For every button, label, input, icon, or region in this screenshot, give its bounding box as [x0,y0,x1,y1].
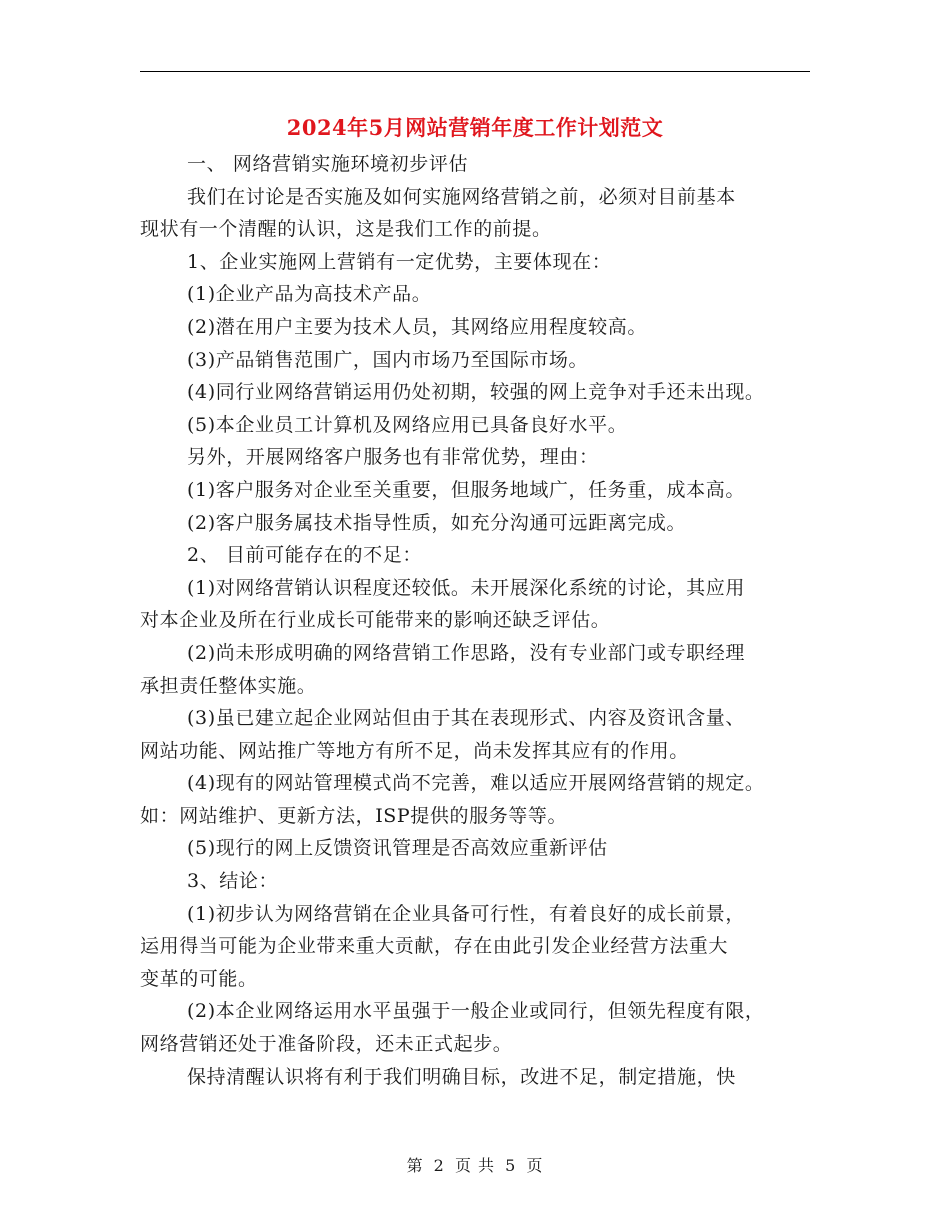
text-line: 1、企业实施网上营销有一定优势，主要体现在： [187,250,612,273]
text-line: (3)产品销售范围广，国内市场乃至国际市场。 [187,348,589,371]
text-line: (1)客户服务对企业至关重要，但服务地域广，任务重，成本高。 [187,478,745,501]
text-line: 如：网站维护、更新方法，ISP提供的服务等等。 [140,804,568,827]
text-line: (1)企业产品为高技术产品。 [187,283,432,306]
text-line: 现状有一个清醒的认识，这是我们工作的前提。 [140,218,552,241]
text-line: 变革的可能。 [140,967,258,990]
text-line: (1)初步认为网络营销在企业具备可行性，有着良好的成长前景， [187,902,745,925]
text-line: 保持清醒认识将有利于我们明确目标，改进不足，制定措施，快 [187,1065,736,1088]
text-line: (2)本企业网络运用水平虽强于一般企业或同行，但领先程度有限， [187,1000,765,1023]
text-line: (3)虽已建立起企业网站但由于其在表现形式、内容及资讯含量、 [187,707,745,730]
text-line: (4)同行业网络营销运用仍处初期，较强的网上竞争对手还未出现。 [187,381,765,404]
text-line: 一、 网络营销实施环境初步评估 [187,153,469,175]
text-line: (5)现行的网上反馈资讯管理是否高效应重新评估 [187,837,608,860]
header-rule [140,71,810,72]
text-line: 网络营销还处于准备阶段，还未正式起步。 [140,1033,513,1056]
text-line: (1)对网络营销认识程度还较低。未开展深化系统的讨论，其应用 [187,576,745,599]
text-line: (2)潜在用户主要为技术人员，其网络应用程度较高。 [187,315,647,338]
text-line: (4)现有的网站管理模式尚不完善，难以适应开展网络营销的规定。 [187,772,765,795]
footer-prefix: 第 [406,1156,424,1175]
text-line: 对本企业及所在行业成长可能带来的影响还缺乏评估。 [140,609,611,632]
current-page-number: 2 [433,1156,445,1175]
text-line: 我们在讨论是否实施及如何实施网络营销之前，必须对目前基本 [187,185,736,208]
text-line: (2)客户服务属技术指导性质，如充分沟通可远距离完成。 [187,511,687,534]
text-line: 2、 目前可能存在的不足： [187,544,422,567]
text-line: 网站功能、网站推广等地方有所不足，尚未发挥其应有的作用。 [140,739,689,762]
text-line: 另外，开展网络客户服务也有非常优势，理由： [187,446,599,469]
document-body [140,148,830,1093]
page-footer [0,1153,950,1176]
text-line: (5)本企业员工计算机及网络应用已具备良好水平。 [187,413,628,436]
footer-suffix: 页 [526,1156,544,1175]
text-line: 3、结论： [187,870,279,893]
text-line: 承担责任整体实施。 [140,674,317,697]
text-line: 运用得当可能为企业带来重大贡献，存在由此引发企业经营方法重大 [140,935,729,958]
text-line: (2)尚未形成明确的网络营销工作思路，没有专业部门或专职经理 [187,641,745,664]
total-page-count: 5 [505,1156,517,1175]
footer-mid: 页 共 [454,1156,496,1175]
document-title: 2024年5月网站营销年度工作计划范文 [286,115,664,140]
